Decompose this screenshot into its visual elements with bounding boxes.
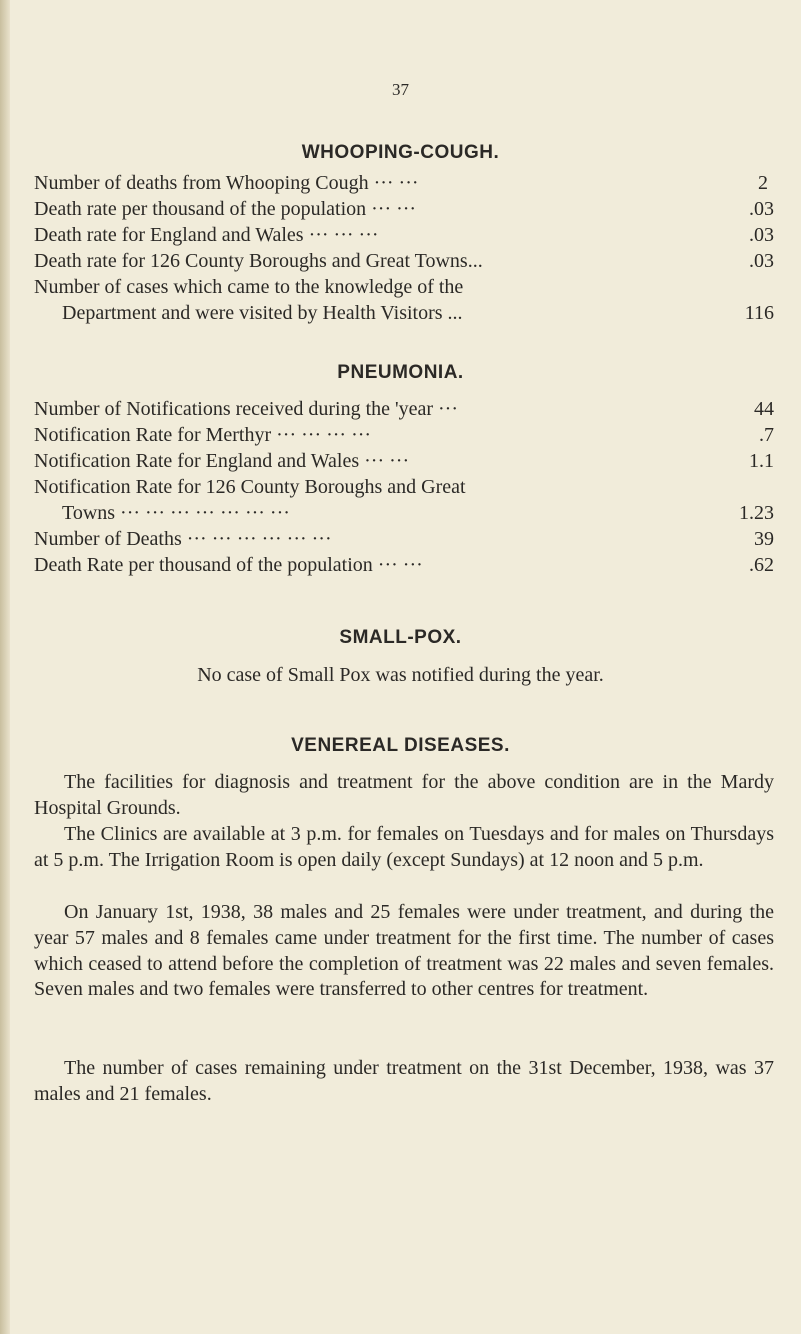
stat-row	[34, 302, 774, 328]
stat-label: Death Rate per thousand of the population ··· ···	[34, 554, 423, 576]
stat-label: Death rate for 126 County Boroughs and Great Towns...	[34, 250, 483, 272]
stat-label: Number of deaths from Whooping Cough ··· ···	[34, 172, 419, 194]
stat-label: Notification Rate for 126 County Boroughs and Great	[34, 476, 466, 498]
stat-value: 2	[758, 172, 768, 194]
whooping-cough-heading: WHOOPING-COUGH.	[301, 142, 500, 163]
stat-label: Death rate per thousand of the population ··· ···	[34, 198, 417, 220]
stat-row	[34, 172, 774, 198]
venereal-paragraph: On January 1st, 1938, 38 males and 25 females were under treatment, and during the year 57 males and 8 females came under treatment for the first time. The number of cases which ceased to attend before the completion of treatment was 22 males and seven females. Seven males and two females were transferred to other centres for treatment.	[34, 901, 774, 1001]
stat-row	[34, 224, 774, 250]
small-pox-heading: SMALL-POX.	[339, 627, 462, 648]
stat-value: .03	[749, 198, 774, 220]
stat-value: .03	[749, 250, 774, 272]
stat-row	[34, 476, 774, 502]
stat-row	[34, 450, 774, 476]
small-pox-text: No case of Small Pox was notified during the year.	[197, 664, 604, 686]
page-number: 37	[392, 80, 409, 99]
venereal-paragraph: The Clinics are available at 3 p.m. for females on Tuesdays and for males on Thursdays at 5 p.m. The Irrigation Room is open daily (except Sundays) at 12 noon and 5 p.m.	[34, 823, 774, 871]
stat-row	[34, 554, 774, 580]
stat-value: 1.23	[739, 502, 774, 524]
stat-row	[34, 502, 774, 528]
stat-label: Number of cases which came to the knowledge of the	[34, 276, 464, 298]
stat-label: Notification Rate for England and Wales ··· ···	[34, 450, 410, 472]
stat-row	[34, 276, 774, 302]
stat-label: Number of Notifications received during the 'year ···	[34, 398, 458, 420]
venereal-paragraph: The number of cases remaining under treatment on the 31st December, 1938, was 37 males and 21 females.	[34, 1057, 774, 1105]
venereal-diseases-heading: VENEREAL DISEASES.	[291, 735, 510, 756]
stat-row	[34, 424, 774, 450]
stat-label: Department and were visited by Health Visitors ...	[62, 302, 463, 324]
stat-value: 116	[744, 302, 774, 324]
stat-value: .7	[759, 424, 774, 446]
stat-value: 39	[754, 528, 774, 550]
stat-row	[34, 250, 774, 276]
stat-row	[34, 198, 774, 224]
stat-value: 1.1	[749, 450, 774, 472]
stat-label: Towns ··· ··· ··· ··· ··· ··· ···	[62, 502, 290, 524]
stat-value: 44	[754, 398, 774, 420]
venereal-paragraph: The facilities for diagnosis and treatment for the above condition are in the Mardy Hospital Grounds.	[34, 771, 774, 819]
stat-value: .62	[749, 554, 774, 576]
stat-row	[34, 528, 774, 554]
stat-label: Notification Rate for Merthyr ··· ··· ··· ···	[34, 424, 372, 446]
stat-label: Death rate for England and Wales ··· ··· ···	[34, 224, 379, 246]
stat-value: .03	[749, 224, 774, 246]
stat-row	[34, 398, 774, 424]
pneumonia-heading: PNEUMONIA.	[337, 362, 464, 383]
stat-label: Number of Deaths ··· ··· ··· ··· ··· ···	[34, 528, 332, 550]
